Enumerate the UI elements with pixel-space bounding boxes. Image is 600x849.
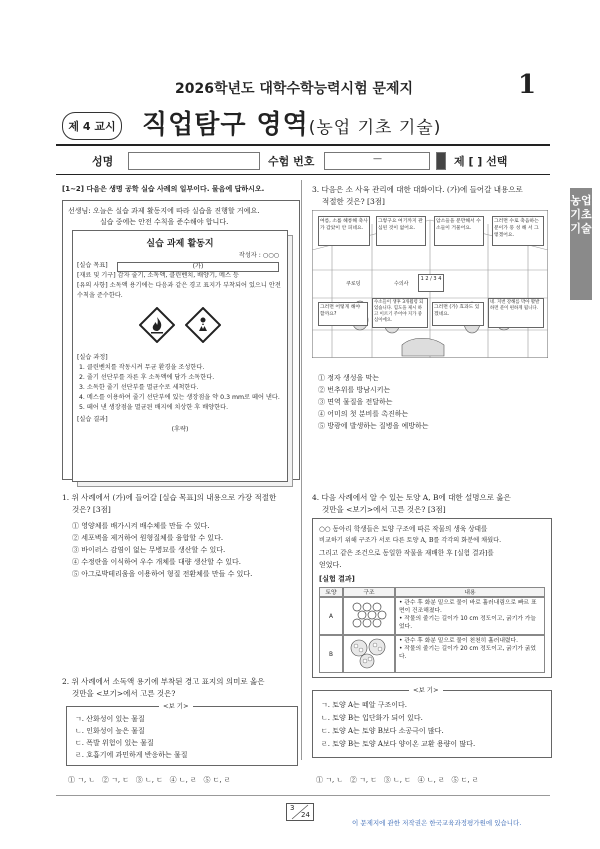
teacher-line-2: 실습 중에는 안전 수칙을 준수해야 합니다. — [100, 218, 229, 226]
q4-case-line-4: 얻었다. — [319, 561, 342, 569]
hazard-symbols — [73, 307, 287, 343]
info-rule — [56, 174, 550, 175]
subject-sub: (농업 기초 기술) — [308, 118, 442, 138]
q4-bogi-box — [312, 686, 552, 758]
speech-bubble-2: 그렇구요 여기까지 관심된 것이 없어요. — [376, 216, 426, 246]
exam-no-field[interactable] — [324, 152, 430, 170]
flammable-icon — [139, 307, 175, 343]
worksheet-title: 실습 과제 활동지 — [146, 239, 214, 249]
q4-item-4: ㄹ. 토양 B는 토양 A보다 양이온 교환 용량이 많다. — [321, 740, 476, 748]
exam-title: 2026학년도 대학수학능력시험 문제지 — [175, 81, 414, 97]
teacher-line-1: 선생님: 오늘은 실습 과제 활동지에 따라 실습을 진행할 거예요. — [68, 207, 260, 215]
q4-stem-1: 4. 다음 사례에서 알 수 있는 토양 A, B에 대한 설명으로 옳은 — [312, 493, 511, 502]
q2-answers[interactable]: ① ㄱ, ㄴ ② ㄱ, ㄷ ③ ㄴ, ㄷ ④ ㄴ, ㄹ ⑤ ㄷ, ㄹ — [68, 776, 231, 784]
step-3: 3. 소독한 줄기 선단부를 멸균수로 세척한다. — [79, 384, 199, 391]
page-number: 1 — [518, 70, 537, 100]
q3-choice-1[interactable]: ① 정자 생성을 막는 — [318, 374, 380, 382]
th-content: 내용 — [395, 587, 545, 597]
q4-result-label: [실험 결과] — [319, 575, 355, 583]
exam-no-label: 수험 번호 — [268, 155, 315, 168]
row-a-content: • 관수 후 화분 밑으로 물이 바로 흘러내림으로 빠르 표면이 건조해졌다. • 작물의 줄기는 길이가 10 cm 정도이고, 굵기가 가늘었다. — [395, 597, 545, 635]
q1-stem-2: 것은? [3점] — [72, 505, 111, 514]
worksheet-author: 작성자 : ○○○ — [238, 252, 279, 259]
footer-rule — [56, 795, 550, 796]
q4-stem-2: 것만을 <보기>에서 고른 것은? [3점] — [322, 505, 446, 514]
speech-bubble-4: 그러면 수로 축음하는 분이가 풍 성 해 서 그렇겠어요. — [492, 216, 544, 246]
q2-stem-2: 것만을 <보기>에서 고른 것은? — [72, 689, 176, 698]
q3-choice-5[interactable]: ⑤ 방광에 발생하는 질병을 예방하는 — [318, 422, 429, 430]
subject-title — [142, 104, 441, 141]
step-1: 1. 클린벤치를 작동시켜 무균 환경을 조성한다. — [79, 364, 205, 371]
row-a-soil: A — [319, 597, 343, 635]
row-b-structure — [343, 635, 395, 673]
intro-instruction: [1~2] 다음은 생명 공학 실습 사례의 일부이다. 물음에 답하시오. — [62, 185, 265, 193]
q2-item-4: ㄹ. 호흡기에 과민하게 반응하는 물질 — [75, 751, 188, 759]
step-5: 5. 떼어 낸 생장점을 멸균된 배지에 치상한 후 배양한다. — [79, 404, 229, 411]
single-grain-structure-icon — [347, 599, 391, 631]
panel-numbers: 1 2 / 3 4 — [418, 274, 444, 292]
q4-item-1: ㄱ. 토양 A는 떼알 구조이다. — [321, 701, 408, 709]
q1-choice-5[interactable]: ⑤ 아그로박테리움을 이용하여 형질 전환체를 만들 수 있다. — [72, 570, 253, 578]
aggregate-structure-icon — [347, 637, 391, 669]
q3-stem-2: 적절한 것은? [3점] — [322, 197, 385, 206]
q2-item-3: ㄷ. 폭발 위험이 있는 물질 — [75, 739, 154, 747]
q1-stem-1: 1. 위 사례에서 (가)에 들어갈 [실습 목표]의 내용으로 가장 적절한 — [62, 493, 277, 502]
q3-choice-3[interactable]: ③ 면역 물질을 전달하는 — [318, 398, 393, 406]
worksheet-goal — [73, 261, 287, 271]
speech-bubble-1: 여름, 소를 헤롱해 축사가 갑았이 안 피네요. — [318, 216, 370, 246]
worksheet-caution: [유의 사항] 소독액 용기에는 다음과 같은 경고 표지가 부착되어 있으니 안전 수칙을 준수한다. — [77, 282, 281, 299]
result-value: (후략) — [171, 426, 189, 433]
row-b-soil: B — [319, 635, 343, 673]
q2-stem-1: 2. 위 사례에서 소독액 용기에 부착된 경고 표지의 의미로 옳은 — [62, 677, 265, 686]
label-vet: 수의사 — [394, 281, 409, 287]
cartoon-illustration — [312, 210, 548, 358]
speech-bubble-8: 네. 지번 강해를 막아 활발하면 분이 편하게 됩니다. — [488, 298, 544, 328]
q2-bogi-label: <보 기> — [159, 701, 193, 710]
column-divider — [301, 180, 302, 760]
q1-choice-2[interactable]: ② 세포벽을 제거하여 원형질체를 융합할 수 있다. — [72, 534, 224, 542]
q4-case-box — [312, 518, 552, 678]
speech-bubble-3: 암소들을 분만해서 수소들이 거물어요. — [434, 216, 484, 246]
worksheet — [72, 230, 288, 482]
subject-main: 직업탐구 영역 — [142, 110, 309, 140]
label-farmer: 쿠로덩 — [346, 281, 361, 287]
side-tab: 농업 기초 기술 — [570, 188, 592, 300]
info-bar — [62, 152, 550, 170]
name-label: 성명 — [92, 155, 114, 168]
q4-bogi-label: <보 기> — [409, 685, 443, 694]
speech-bubble-6: 수소들이 생후 3개월령 되었습니다. 힘도을 제시 하고 이르기 주어야 지가 중심이에요. — [372, 298, 428, 328]
q4-case-line-3: 그리고 같은 조건으로 동일한 작물을 재배한 후 [실험 결과]를 — [319, 549, 494, 557]
process-label: [실습 과정] — [77, 354, 108, 361]
speech-bubble-5: 그러면 어떻게 해야 할까요? — [318, 302, 368, 326]
row-a-structure — [343, 597, 395, 635]
q2-item-2: ㄴ. 인화성이 높은 물질 — [75, 727, 145, 735]
footer-page: 3 — [290, 804, 295, 812]
q4-answers[interactable]: ① ㄱ, ㄴ ② ㄱ, ㄷ ③ ㄴ, ㄷ ④ ㄴ, ㄹ ⑤ ㄷ, ㄹ — [316, 776, 479, 784]
q3-stem-1: 3. 다음은 소 사육 관리에 대한 대화이다. (가)에 들어갈 내용으로 — [312, 185, 523, 194]
step-2: 2. 줄기 선단부를 자른 후 소독액에 담가 소독한다. — [79, 374, 215, 381]
worksheet-materials: [재료 및 기구] 감자 줄기, 소독액, 클린벤치, 배양기, 메스 등 — [77, 272, 239, 279]
q4-case-line-2: 비교하기 위해 구조가 서로 다른 토양 A, B를 각각의 화분에 채웠다. — [319, 537, 502, 544]
speech-bubble-7: 그러면 (가) 효과도 있겠네요. — [432, 302, 484, 326]
q4-item-2: ㄴ. 토양 B는 입단화가 되어 있다. — [321, 714, 423, 722]
header-rule — [56, 144, 550, 146]
q4-table — [319, 587, 545, 673]
q2-item-1: ㄱ. 산화성이 있는 물질 — [75, 715, 145, 723]
exam-no-end — [436, 152, 446, 170]
session-badge: 제 4 교시 — [62, 112, 122, 140]
step-4: 4. 메스를 이용하여 줄기 선단부에 있는 생장점을 약 0.3 mm로 떼어 낸다. — [79, 394, 280, 401]
q1-choice-3[interactable]: ③ 바이러스 감염이 없는 무병묘를 생산할 수 있다. — [72, 546, 226, 554]
result-label: [실습 결과] — [77, 416, 108, 423]
goal-label: [실습 목표] — [77, 262, 108, 269]
footer-total: 24 — [301, 811, 310, 819]
th-soil: 토양 — [319, 587, 343, 597]
name-field[interactable] — [128, 152, 260, 170]
th-structure: 구조 — [343, 587, 395, 597]
q3-choice-4[interactable]: ④ 어미의 첫 분비를 촉진하는 — [318, 410, 409, 418]
exam-no-dash: — — [373, 154, 382, 164]
q2-bogi-box — [66, 702, 298, 766]
row-b-content: • 관수 후 화분 밑으로 물이 천천히 흘러내렸다. • 작물의 줄기는 길이가 20 cm 정도이고, 굵기가 굵었다. — [395, 635, 545, 673]
q4-item-3: ㄷ. 토양 A는 토양 B보다 소공극이 많다. — [321, 727, 444, 735]
q1-choice-1[interactable]: ① 영양체를 배가시켜 배수체를 만들 수 있다. — [72, 522, 210, 530]
copyright-notice: 이 문제지에 관한 저작권은 한국교육과정평가원에 있습니다. — [352, 819, 522, 827]
health-hazard-icon — [185, 307, 221, 343]
goal-value: (가) — [117, 262, 279, 272]
q4-case-line-1: ○○ 동아리 학생들은 토양 구조에 따른 작물의 생육 상태를 — [319, 525, 488, 533]
q3-choice-2[interactable]: ② 번추위를 방남시키는 — [318, 386, 391, 394]
choice-label: 제 [ ] 선택 — [454, 155, 508, 168]
q1-choice-4[interactable]: ④ 수정란을 이식하여 우수 개체를 대량 생산할 수 있다. — [72, 558, 242, 566]
